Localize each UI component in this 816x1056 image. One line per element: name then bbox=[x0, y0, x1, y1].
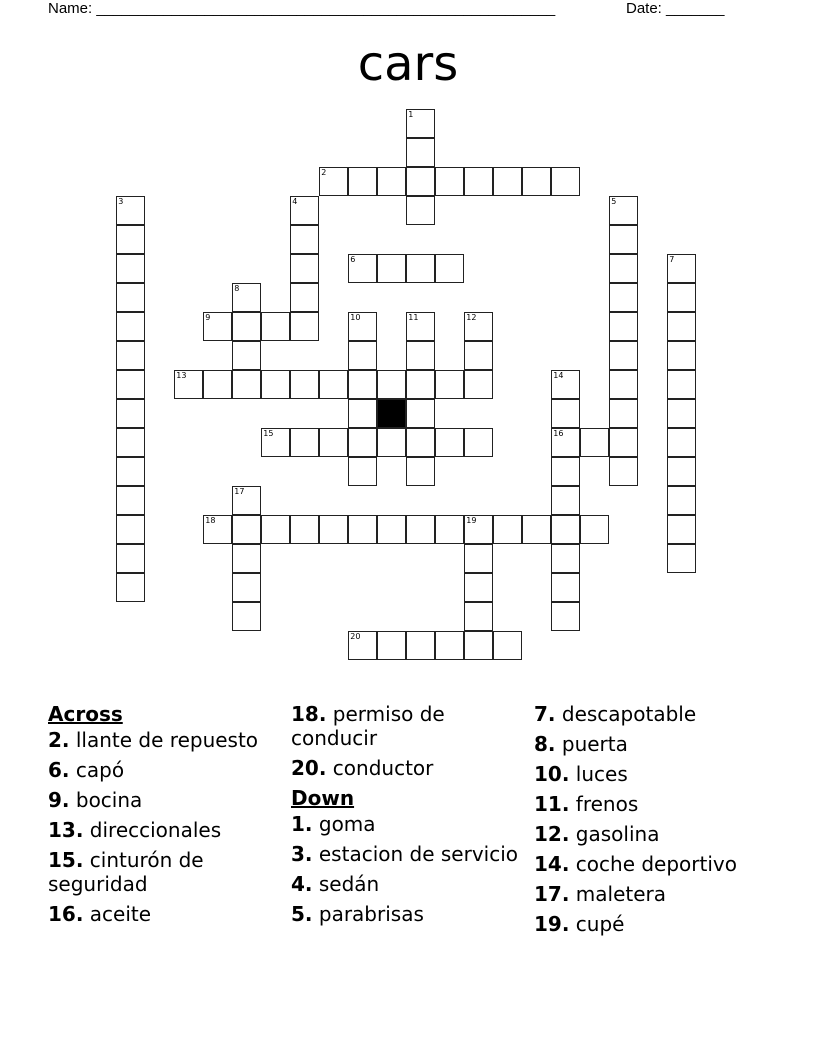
grid-cell[interactable] bbox=[551, 515, 580, 544]
clue-number: 17 bbox=[234, 487, 245, 497]
clue-down-19: 19. cupé bbox=[534, 912, 625, 936]
grid-cell[interactable] bbox=[232, 544, 261, 573]
grid-cell[interactable] bbox=[348, 341, 377, 370]
clue-down-10: 10. luces bbox=[534, 762, 628, 786]
grid-cell[interactable] bbox=[406, 167, 435, 196]
grid-cell[interactable] bbox=[464, 312, 493, 341]
grid-cell[interactable] bbox=[667, 399, 696, 428]
grid-cell[interactable] bbox=[348, 631, 377, 660]
grid-cell[interactable] bbox=[319, 167, 348, 196]
grid-cell[interactable] bbox=[551, 457, 580, 486]
puzzle-title: cars bbox=[357, 36, 459, 92]
grid-cell[interactable] bbox=[551, 544, 580, 573]
grid-cell[interactable] bbox=[174, 370, 203, 399]
grid-cell[interactable] bbox=[116, 370, 145, 399]
clue-number: 16 bbox=[553, 429, 564, 439]
grid-cell[interactable] bbox=[319, 370, 348, 399]
grid-cell[interactable] bbox=[377, 370, 406, 399]
grid-cell[interactable] bbox=[232, 370, 261, 399]
grid-cell[interactable] bbox=[377, 167, 406, 196]
clue-number: 18 bbox=[205, 516, 216, 526]
clue-number: 9 bbox=[205, 313, 211, 323]
grid-cell[interactable] bbox=[116, 283, 145, 312]
grid-cell[interactable] bbox=[232, 486, 261, 515]
grid-cell[interactable] bbox=[406, 109, 435, 138]
clue-number: 2 bbox=[321, 168, 327, 178]
grid-cell[interactable] bbox=[493, 167, 522, 196]
clue-down-5: 5. parabrisas bbox=[291, 902, 424, 926]
grid-cell[interactable] bbox=[290, 312, 319, 341]
clue-down-4: 4. sedán bbox=[291, 872, 380, 896]
grid-cell[interactable] bbox=[116, 544, 145, 573]
grid-cell[interactable] bbox=[116, 486, 145, 515]
grid-cell[interactable] bbox=[116, 312, 145, 341]
grid-cell[interactable] bbox=[609, 428, 638, 457]
clue-down-12: 12. gasolina bbox=[534, 822, 660, 846]
grid-cell[interactable] bbox=[290, 254, 319, 283]
grid-cell[interactable] bbox=[232, 283, 261, 312]
grid-cell[interactable] bbox=[232, 602, 261, 631]
clue-number: 5 bbox=[611, 197, 617, 207]
grid-cell[interactable] bbox=[348, 399, 377, 428]
grid-cell[interactable] bbox=[116, 515, 145, 544]
grid-cell[interactable] bbox=[232, 312, 261, 341]
clue-down-14: 14. coche deportivo bbox=[534, 852, 737, 876]
clue-number: 8 bbox=[234, 284, 240, 294]
clue-across-6: 6. capó bbox=[48, 758, 125, 782]
grid-cell[interactable] bbox=[609, 196, 638, 225]
grid-cell[interactable] bbox=[348, 312, 377, 341]
clues-column-1 bbox=[48, 702, 283, 932]
clue-across-2: 2. llante de repuesto bbox=[48, 728, 259, 752]
grid-cell[interactable] bbox=[319, 428, 348, 457]
grid-cell[interactable] bbox=[580, 428, 609, 457]
date-field-label: Date: _______ bbox=[626, 0, 725, 17]
grid-cell[interactable] bbox=[464, 573, 493, 602]
clues-column-2 bbox=[291, 702, 526, 932]
grid-cell[interactable] bbox=[232, 573, 261, 602]
clue-number: 1 bbox=[408, 110, 414, 120]
grid-cell[interactable] bbox=[464, 631, 493, 660]
grid-cell[interactable] bbox=[522, 167, 551, 196]
grid-cell[interactable] bbox=[551, 370, 580, 399]
clue-number: 15 bbox=[263, 429, 274, 439]
grid-cell[interactable] bbox=[348, 457, 377, 486]
grid-cell[interactable] bbox=[435, 254, 464, 283]
grid-cell[interactable] bbox=[464, 167, 493, 196]
grid-cell[interactable] bbox=[406, 312, 435, 341]
grid-cell[interactable] bbox=[551, 486, 580, 515]
grid-cell[interactable] bbox=[435, 167, 464, 196]
clue-down-8: 8. puerta bbox=[534, 732, 628, 756]
grid-cell[interactable] bbox=[203, 515, 232, 544]
grid-cell[interactable] bbox=[667, 283, 696, 312]
grid-cell[interactable] bbox=[609, 399, 638, 428]
clue-across-13: 13. direccionales bbox=[48, 818, 222, 842]
grid-cell[interactable] bbox=[232, 341, 261, 370]
clue-across-18: 18. permiso de conducir bbox=[291, 702, 445, 750]
grid-cell[interactable] bbox=[667, 544, 696, 573]
grid-cell[interactable] bbox=[667, 486, 696, 515]
grid-cell[interactable] bbox=[406, 631, 435, 660]
grid-cell[interactable] bbox=[116, 341, 145, 370]
grid-cell[interactable] bbox=[377, 428, 406, 457]
grid-cell[interactable] bbox=[667, 428, 696, 457]
grid-cell[interactable] bbox=[551, 573, 580, 602]
grid-cell[interactable] bbox=[464, 341, 493, 370]
clue-down-17: 17. maletera bbox=[534, 882, 667, 906]
clue-number: 13 bbox=[176, 371, 187, 381]
grid-cell[interactable] bbox=[116, 196, 145, 225]
grid-cell[interactable] bbox=[290, 196, 319, 225]
grid-cell[interactable] bbox=[406, 196, 435, 225]
grid-cell[interactable] bbox=[493, 515, 522, 544]
grid-cell[interactable] bbox=[464, 515, 493, 544]
clue-across-20: 20. conductor bbox=[291, 756, 434, 780]
grid-cell[interactable] bbox=[116, 254, 145, 283]
clue-number: 19 bbox=[466, 516, 477, 526]
grid-cell[interactable] bbox=[203, 370, 232, 399]
grid-cell[interactable] bbox=[116, 399, 145, 428]
grid-cell[interactable] bbox=[406, 138, 435, 167]
grid-cell[interactable] bbox=[609, 225, 638, 254]
clues-column-3 bbox=[534, 702, 769, 942]
grid-cell[interactable] bbox=[290, 225, 319, 254]
grid-cell[interactable] bbox=[261, 312, 290, 341]
grid-cell[interactable] bbox=[580, 515, 609, 544]
clue-down-1: 1. goma bbox=[291, 812, 376, 836]
grid-cell[interactable] bbox=[348, 254, 377, 283]
grid-cell[interactable] bbox=[116, 457, 145, 486]
clue-number: 14 bbox=[553, 371, 564, 381]
grid-cell[interactable] bbox=[406, 515, 435, 544]
grid-cell[interactable] bbox=[290, 515, 319, 544]
grid-cell[interactable] bbox=[551, 602, 580, 631]
grid-cell[interactable] bbox=[667, 370, 696, 399]
grid-cell[interactable] bbox=[348, 167, 377, 196]
grid-cell[interactable] bbox=[435, 631, 464, 660]
grid-cell[interactable] bbox=[667, 312, 696, 341]
grid-cell[interactable] bbox=[435, 515, 464, 544]
grid-cell[interactable] bbox=[406, 370, 435, 399]
clue-number: 12 bbox=[466, 313, 477, 323]
grid-cell[interactable] bbox=[377, 254, 406, 283]
clue-down-11: 11. frenos bbox=[534, 792, 639, 816]
grid-cell[interactable] bbox=[261, 515, 290, 544]
grid-cell[interactable] bbox=[377, 631, 406, 660]
grid-cell[interactable] bbox=[116, 225, 145, 254]
clue-number: 20 bbox=[350, 632, 361, 642]
grid-cell[interactable] bbox=[609, 370, 638, 399]
grid-cell[interactable] bbox=[609, 312, 638, 341]
black-cell bbox=[377, 399, 406, 428]
grid-cell[interactable] bbox=[464, 370, 493, 399]
grid-cell[interactable] bbox=[667, 515, 696, 544]
clue-number: 3 bbox=[118, 197, 124, 207]
grid-cell[interactable] bbox=[435, 428, 464, 457]
grid-cell[interactable] bbox=[116, 573, 145, 602]
grid-cell[interactable] bbox=[406, 341, 435, 370]
grid-cell[interactable] bbox=[493, 631, 522, 660]
grid-cell[interactable] bbox=[348, 370, 377, 399]
clue-number: 11 bbox=[408, 313, 419, 323]
grid-cell[interactable] bbox=[261, 428, 290, 457]
grid-cell[interactable] bbox=[406, 457, 435, 486]
grid-cell[interactable] bbox=[406, 399, 435, 428]
clue-down-7: 7. descapotable bbox=[534, 702, 697, 726]
grid-cell[interactable] bbox=[406, 428, 435, 457]
clue-across-9: 9. bocina bbox=[48, 788, 143, 812]
grid-cell[interactable] bbox=[667, 457, 696, 486]
across-heading: Across bbox=[48, 702, 123, 726]
grid-cell[interactable] bbox=[667, 341, 696, 370]
grid-cell[interactable] bbox=[609, 457, 638, 486]
grid-cell[interactable] bbox=[319, 515, 348, 544]
grid-cell[interactable] bbox=[348, 428, 377, 457]
grid-cell[interactable] bbox=[464, 428, 493, 457]
clue-across-15: 15. cinturón de seguridad bbox=[48, 848, 204, 896]
clue-down-3: 3. estacion de servicio bbox=[291, 842, 519, 866]
grid-cell[interactable] bbox=[116, 428, 145, 457]
grid-cell[interactable] bbox=[464, 602, 493, 631]
grid-cell[interactable] bbox=[464, 544, 493, 573]
grid-cell[interactable] bbox=[261, 370, 290, 399]
grid-cell[interactable] bbox=[290, 370, 319, 399]
grid-cell[interactable] bbox=[551, 428, 580, 457]
name-field-label: Name: _______________________________________________________ bbox=[48, 0, 556, 17]
grid-cell[interactable] bbox=[551, 399, 580, 428]
clue-number: 4 bbox=[292, 197, 298, 207]
grid-cell[interactable] bbox=[435, 370, 464, 399]
grid-cell[interactable] bbox=[203, 312, 232, 341]
grid-cell[interactable] bbox=[377, 515, 406, 544]
down-heading: Down bbox=[291, 786, 355, 810]
grid-cell[interactable] bbox=[609, 341, 638, 370]
grid-cell[interactable] bbox=[609, 254, 638, 283]
clue-across-16: 16. aceite bbox=[48, 902, 152, 926]
grid-cell[interactable] bbox=[406, 254, 435, 283]
grid-cell[interactable] bbox=[290, 428, 319, 457]
clue-number: 6 bbox=[350, 255, 356, 265]
grid-cell[interactable] bbox=[522, 515, 551, 544]
clue-number: 10 bbox=[350, 313, 361, 323]
grid-cell[interactable] bbox=[667, 254, 696, 283]
grid-cell[interactable] bbox=[348, 515, 377, 544]
clue-number: 7 bbox=[669, 255, 675, 265]
grid-cell[interactable] bbox=[609, 283, 638, 312]
grid-cell[interactable] bbox=[232, 515, 261, 544]
grid-cell[interactable] bbox=[290, 283, 319, 312]
grid-cell[interactable] bbox=[551, 167, 580, 196]
